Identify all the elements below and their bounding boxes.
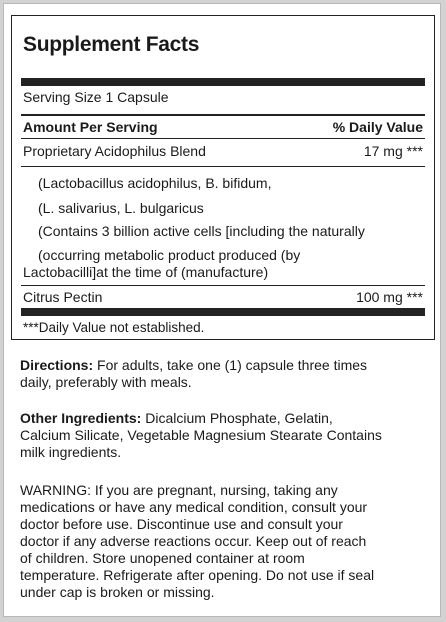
other-ingredients-text: milk ingredients. [20,444,122,460]
supplement-label [3,3,441,617]
warning-line: of children. Store unopened container at room [20,550,305,566]
header-divider [21,138,425,139]
blend-detail-line: (L. salivarius, L. bulgaricus [38,200,204,216]
title-divider [21,78,425,86]
daily-value-label: % Daily Value [332,119,423,135]
pectin-name: Citrus Pectin [23,289,103,305]
warning-line: WARNING: If you are pregnant, nursing, taking any [20,482,338,498]
pectin-amount: 100 mg *** [356,289,423,305]
warning-line: temperature. Refrigerate after opening. Do not use if seal [20,567,375,583]
other-ingredients-text: Calcium Silicate, Vegetable Magnesium Stearate Contains [20,427,382,443]
directions-text: daily, preferably with meals. [20,374,192,390]
blend-row [23,143,423,160]
blend-detail-divider [21,285,425,286]
warning-line: medications or have any medical condition, consult your [20,499,368,515]
supplement-facts-panel [11,15,435,340]
directions-text: For adults, take one (1) capsule three times [93,357,368,373]
warning-line: doctor before use. Discontinue use and consult your [20,516,343,532]
blend-name: Proprietary Acidophilus Blend [23,143,206,159]
blend-detail-line: (Contains 3 billion active cells [including the naturally [38,223,365,239]
serving-divider [21,114,425,116]
other-ingredients-text: Dicalcium Phosphate, Gelatin, [141,410,333,426]
directions [20,357,433,391]
amount-per-serving-label: Amount Per Serving [23,119,158,135]
blend-detail-line: (Lactobacillus acidophilus, B. bifidum, [38,175,272,191]
facts-title: Supplement Facts [23,33,200,56]
other-ingredients [20,410,433,461]
blend-detail-line: Lactobacilli]at the time of (manufacture) [23,264,269,280]
warning-line: doctor if any adverse reactions occur. Keep out of reach [20,533,367,549]
blend-detail-line: (occurring metabolic product produced (by [38,247,301,263]
other-ingredients-label: Other Ingredients: [20,410,142,426]
serving-size: Serving Size 1 Capsule [23,89,169,105]
footnote-divider [21,308,425,316]
blend-amount: 17 mg *** [363,143,423,159]
warning [20,482,433,601]
blend-divider [21,166,425,167]
directions-label: Directions: [20,357,94,373]
header-row [23,119,423,136]
warning-line: under cap is broken or missing. [20,584,215,600]
footnote: ***Daily Value not established. [23,320,205,335]
pectin-row [23,289,423,306]
